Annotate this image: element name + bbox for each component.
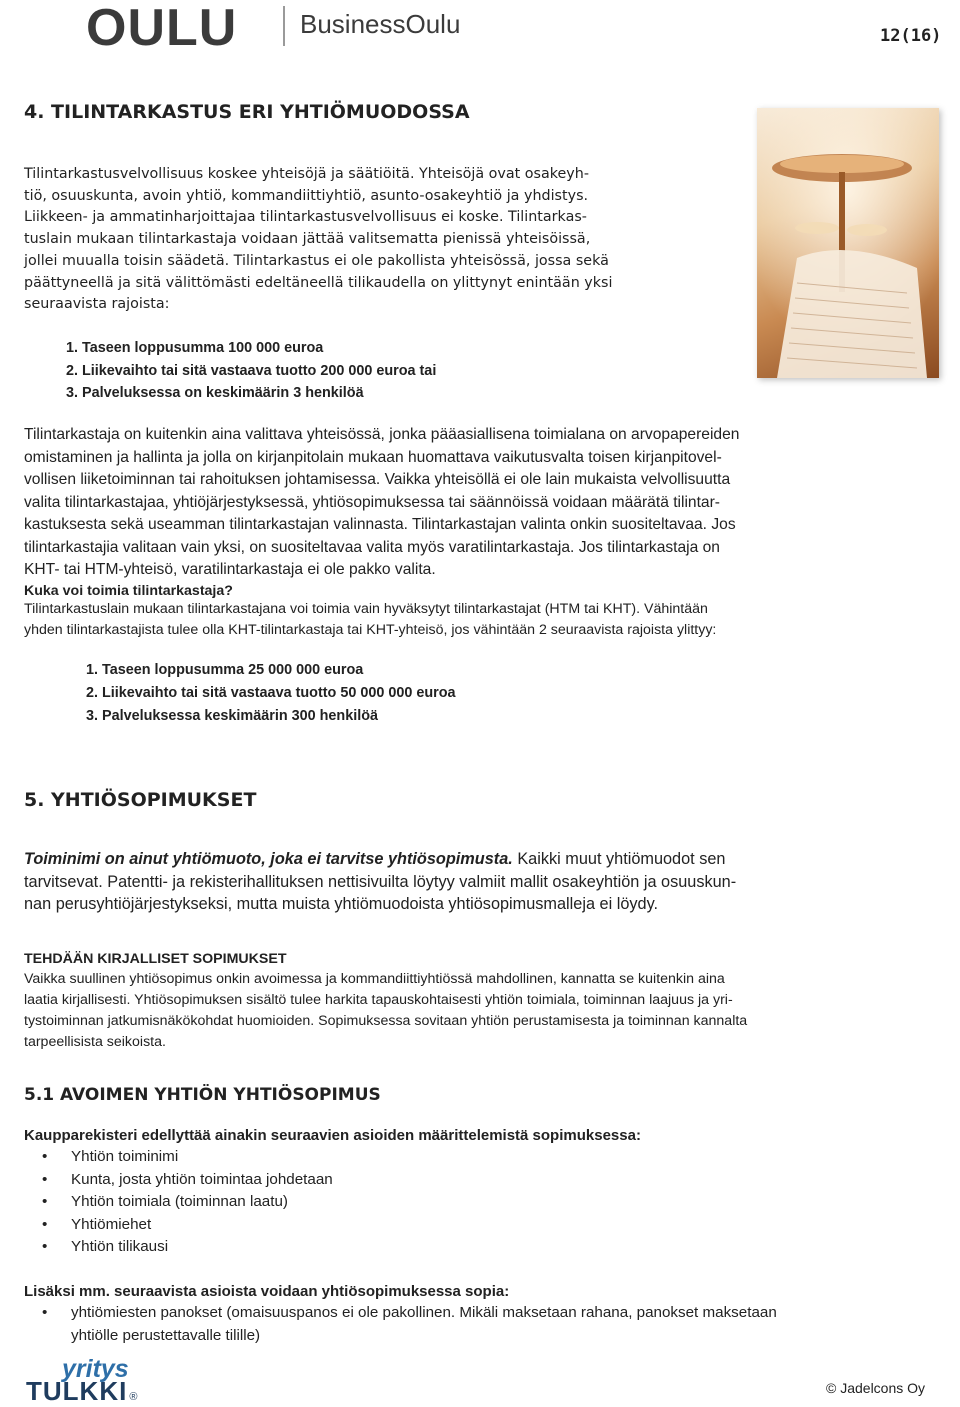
written-contracts-paragraph <box>24 969 944 1053</box>
scales-illustration <box>757 108 939 378</box>
written-contracts-heading: TEHDÄÄN KIRJALLISET SOPIMUKSET <box>24 951 287 967</box>
paragraph-line: KHT- tai HTM-yhteisö, varatilintarkastaja ei ole pakko valita. <box>24 561 436 578</box>
copyright: © Jadelcons Oy <box>826 1380 926 1396</box>
extras-list <box>24 1302 777 1347</box>
paragraph-line: omistaminen ja hallinta ja jolla on kirjanpitolain mukaan huomattava vaikutusvalta toisen kirjanpitovel- <box>24 448 722 466</box>
list-item: • Kunta, josta yhtiön toimintaa johdetaan <box>24 1169 333 1192</box>
registered-mark: ® <box>129 1391 139 1403</box>
oulu-logo: OULU <box>86 0 238 57</box>
list-item: 3. Palveluksessa on keskimäärin 3 henkilöä <box>66 385 364 401</box>
who-paragraph <box>24 599 944 641</box>
requirements-heading: Kaupparekisteri edellyttää ainakin seuraavien asioiden määrittelemistä sopimuksessa: <box>24 1127 641 1144</box>
page-number: 12(16) <box>880 26 942 46</box>
list-item: • Yhtiön toimiala (toiminnan laatu) <box>24 1191 333 1214</box>
list-item: 1. Taseen loppusumma 25 000 000 euroa <box>86 662 364 678</box>
section-5-lead <box>24 848 944 916</box>
lead-rest: Kaikki muut yhtiömuodot sen <box>512 850 726 868</box>
paragraph-line: tarpeellisista seikoista. <box>24 1034 166 1050</box>
list-item: • Yhtiön toiminimi <box>24 1146 333 1169</box>
intro-line: seuraavista rajoista: <box>24 296 170 313</box>
list-item: 2. Liikevaihto tai sitä vastaava tuotto 50 000 000 euroa <box>86 685 456 701</box>
section-5-1-title: 5.1 AVOIMEN YHTIÖN YHTIÖSOPIMUS <box>24 1085 381 1105</box>
section-4-paragraph-2 <box>24 424 944 582</box>
logo-divider <box>283 6 285 46</box>
list-item <box>24 1302 777 1347</box>
business-oulu-logo: BusinessOulu <box>300 9 461 39</box>
section-4-intro <box>24 164 754 316</box>
yritystulkki-logo-top: yritys <box>62 1355 129 1383</box>
extras-line: yhtiömiesten panokset (omaisuuspanos ei ole pakollinen. Mikäli maksetaan rahana, panokset maksetaan <box>71 1304 777 1321</box>
section-4-title: 4. TILINTARKASTUS ERI YHTIÖMUODOSSA <box>24 101 470 123</box>
intro-line: Tilintarkastusvelvollisuus koskee yhteisöjä ja säätiöitä. Yhteisöjä ovat osakeyh- <box>24 166 589 182</box>
kht-limits-list <box>86 659 456 728</box>
list-item: 3. Palveluksessa keskimäärin 300 henkilöä <box>86 708 379 724</box>
intro-line: tuslain mukaan tilintarkastaja voidaan jättää valitsematta pienissä yhteisöissä, <box>24 231 591 248</box>
intro-line: päättyneellä ja sitä välittömästi edeltäneellä tilikaudella on ylittynyt enintään yksi <box>24 274 613 291</box>
lead-italic: Toiminimi on ainut yhtiömuoto, joka ei tarvitse yhtiösopimusta. <box>24 850 513 868</box>
list-item: • Yhtiömiehet <box>24 1214 333 1237</box>
list-item: 1. Taseen loppusumma 100 000 euroa <box>66 340 324 356</box>
audit-limits-list <box>66 337 436 405</box>
paragraph-line: kastuksesta sekä useamman tilintarkastajan valinnasta. Tilintarkastajan valinta onkin suositeltavaa. Jos <box>24 516 736 533</box>
list-item: • Yhtiön tilikausi <box>24 1236 333 1259</box>
paragraph-line: Tilintarkastaja on kuitenkin aina valittava yhteisössä, jonka pääasiallisena toimialana on arvopapereiden <box>24 426 740 443</box>
extras-heading: Lisäksi mm. seuraavista asioista voidaan yhtiösopimuksessa sopia: <box>24 1283 510 1300</box>
intro-line: tiö, osuuskunta, avoin yhtiö, kommandiittiyhtiö, asunto-osakeyhtiö ja yhdistys. <box>24 187 589 204</box>
list-item: 2. Liikevaihto tai sitä vastaava tuotto 200 000 euroa tai <box>66 362 437 379</box>
paragraph-line: vollisen liiketoiminnan tai rahoituksen johtamisessa. Vaikka yhteisöllä ei ole lain mukaista velvollisuutta <box>24 471 731 488</box>
paragraph-line: tarvitsevat. Patentti- ja rekisterihallituksen nettisivuilta löytyy valmiit mallit osakeyhtiön ja osuuskun- <box>24 872 737 891</box>
paragraph-line: nan perusyhtiöjärjestykseksi, mutta muista yhtiömuodoista yhtiösopimusmalleja ei löydy. <box>24 895 659 913</box>
who-heading: Kuka voi toimia tilintarkastaja? <box>24 583 233 599</box>
paragraph-line: tystoiminnan jatkumisnäkökohdat huomioiden. Sopimuksessa sovitaan yhtiön perustamisesta ja toiminnan kannalta <box>24 1013 748 1029</box>
section-5-title: 5. YHTIÖSOPIMUKSET <box>24 789 257 811</box>
scales-photo <box>757 108 939 378</box>
lead-first-line <box>24 848 944 871</box>
intro-line: jollei muualla toisin säädetä. Tilintarkastus ei ole pakollista yhteisössä, jossa sekä <box>24 252 609 269</box>
paragraph-line: yhden tilintarkastajista tulee olla KHT-tilintarkastaja tai KHT-yhteisö, jos vähintään 2 seuraavista rajoista ylittyy: <box>24 622 717 638</box>
intro-line: Liikkeen- ja ammatinharjoittajaa tilintarkastusvelvollisuus ei koske. Tilintarkas- <box>24 209 587 226</box>
yritystulkki-logo-bottom: TULKKI ® <box>26 1376 139 1406</box>
requirements-list <box>24 1146 333 1259</box>
paragraph-line: Vaikka suullinen yhtiösopimus onkin avoimessa ja kommandiittiyhtiössä mahdollinen, kannatta se kuitenkin aina <box>24 971 725 987</box>
paragraph-line: Tilintarkastuslain mukaan tilintarkastajana voi toimia vain hyväksytyt tilintarkastajat (HTM tai KHT). Vähintään <box>24 601 708 617</box>
extras-line: yhtiölle perustettavalle tilille) <box>71 1326 261 1344</box>
paragraph-line: valita tilintarkastajaa, yhtiöjärjestyksessä, yhtiösopimuksessa tai säännöissä voidaan määrätä tilintar- <box>24 493 720 511</box>
paragraph-line: tilintarkastajia valitaan vain yksi, on suositeltavaa valita myös varatilintarkastaja. Jos tilintarkastaja on <box>24 538 720 556</box>
paragraph-line: laatia kirjallisesti. Yhtiösopimuksen sisältö tulee harkita tapauskohtaisesti yhtiön toimiala, toiminnan laajuus ja yri- <box>24 992 733 1008</box>
